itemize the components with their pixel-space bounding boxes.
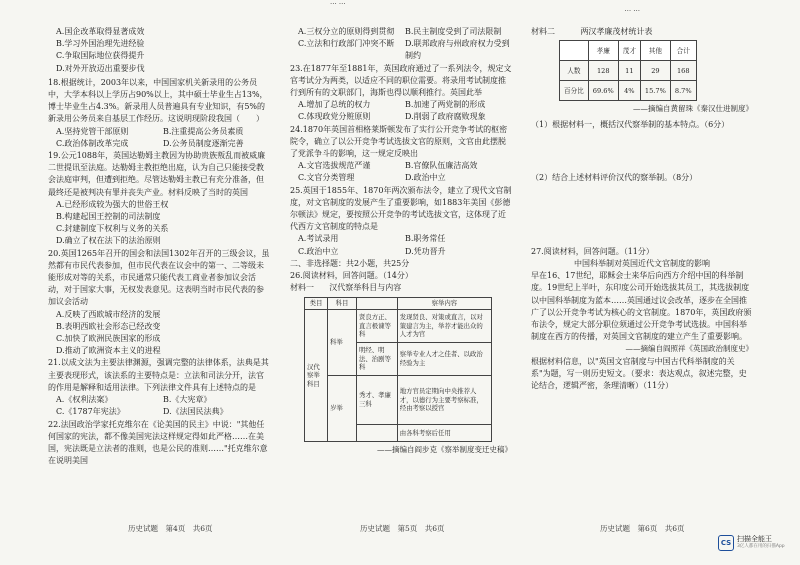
options-row: C.政治中立 D.凭功晋升 bbox=[298, 246, 446, 256]
table-cell: 69.6% bbox=[588, 81, 618, 101]
table-cell: 汉代察举科目 bbox=[305, 310, 328, 442]
table-cell: 15.7% bbox=[640, 81, 670, 101]
table-cell: 岁举 bbox=[328, 376, 357, 442]
question-20: 20.英国1265年召开的国会和法国1302年召开的三级会议，虽然都有市民代表参加，但市民代表在议会中的第一、二等级未能形成对等的关系，市民通常只能代表工商业者参加议会活动，对于国家大事，无权发表意见。这表明当时市民代表的参加议会活动 bbox=[48, 248, 270, 307]
table-cell bbox=[357, 425, 398, 442]
page-footer-6: 历史试题 第6页 共6页 bbox=[600, 524, 685, 533]
option-line: C.加快了欧洲民族国家的形成 bbox=[56, 334, 161, 344]
options-row: A.《权利法案》 B.《大宪章》 bbox=[56, 395, 212, 405]
scanner-logo-icon: CS bbox=[718, 535, 734, 551]
options-row: C.《1787年宪法》 D.《法国民法典》 bbox=[56, 407, 228, 417]
question-25: 25.英国于1855年、1870年两次颁布法令，建立了现代文官制度，对文官制度的发展产生了重要影响，如1883年美国《彭德尔顿法》规定，要按照公开竞争的考试选拔文官，这体现了近代西方文官制度的特点是 bbox=[290, 185, 512, 232]
top-margin-text-right: ··· ··· bbox=[624, 6, 640, 14]
table-cell: 秀才、孝廉三科 bbox=[357, 376, 398, 425]
table-header: 察举内容 bbox=[397, 298, 491, 310]
table-header: 孝廉 bbox=[588, 41, 618, 61]
material-1-table bbox=[304, 297, 492, 442]
table-header bbox=[357, 298, 398, 310]
options-row: A.坚持党管干部原则 B.注重提高公务员素质 bbox=[56, 126, 244, 136]
options-row: A.增加了总统的权力 B.加速了两党制的形成 bbox=[298, 100, 486, 110]
table-cell: 明经、明法、治剧等科 bbox=[357, 343, 398, 376]
options-row: C.体现政党分赃原则 D.削弱了政府腐败现象 bbox=[298, 112, 486, 122]
option-line: B.学习外国治理先进经验 bbox=[56, 39, 145, 49]
option-line: C.封建制度下权利与义务的关系 bbox=[56, 224, 169, 234]
table-cell: 发现贤良、对策或直言，以对策建言为主，举荐才能出众的人才为官 bbox=[397, 310, 491, 343]
scanner-tagline: 3亿人都在用的扫描App bbox=[737, 544, 785, 549]
table-header: 茂才 bbox=[618, 41, 640, 61]
table-header: 科目 bbox=[328, 298, 357, 310]
option-line: D.确立了权在法下的法治原则 bbox=[56, 236, 161, 246]
option-line: D.推动了欧洲资本主义的进程 bbox=[56, 346, 161, 356]
option-line: D.对外开放迈出重要步伐 bbox=[56, 63, 145, 73]
subquestion-1: （1）根据材料一，概括汉代察举制的基本特点。（6分） bbox=[531, 120, 730, 130]
column-page-6 bbox=[531, 26, 753, 392]
table-cell: 4% bbox=[618, 81, 640, 101]
page-footer-5: 历史试题 第5页 共6页 bbox=[360, 524, 445, 533]
top-margin-text-middle: ··· ··· bbox=[330, 0, 346, 8]
question-27: 27.阅读材料，回答问题。（11分） bbox=[531, 246, 654, 256]
table-header bbox=[560, 41, 589, 61]
question-19: 19.公元1088年，英国达勒姆主教因为协助贵族叛乱而被威廉二世提讯至法庭。达勒姆主教拒绝出庭，认为自己只能接受教会法庭审判，但遭到拒绝。尽管达勒姆主教已有充分准备，但最终还是被判决有罪并丧失产业。材料反映了当时的英国 bbox=[48, 151, 266, 197]
section-heading: 二、非选择题：共2小题，共25分 bbox=[290, 258, 410, 268]
material-heading: 中国科举制对英国近代文官制度的影响 bbox=[574, 259, 710, 269]
material-2-source: ——摘编自黄留珠《秦汉仕进制度》 bbox=[633, 104, 753, 114]
option-line: B.构建起国王控制的司法制度 bbox=[56, 212, 161, 222]
options-row: C.文官分类管理 D.政治中立 bbox=[298, 173, 446, 183]
table-header: 合计 bbox=[670, 41, 696, 61]
scanner-watermark bbox=[718, 532, 792, 554]
material-2-table bbox=[559, 40, 697, 101]
table-cell: 百分比 bbox=[560, 81, 589, 101]
table-cell: 8.7% bbox=[670, 81, 696, 101]
options-row: C.立法和行政部门冲突不断 D.联邦政府与州政府权力受到制约 bbox=[298, 39, 510, 61]
options-row: A.考试录用 B.职务常任 bbox=[298, 234, 446, 244]
question-27-task: 根据材料信息，以"英国文官制度与中国古代科举制度的关系"为题，写一则历史短文。（要求：表达观点，叙述完整，史论结合，逻辑严密，条理清晰）（11分） bbox=[531, 356, 747, 391]
table-cell: 贤良方正、直言极谏等科 bbox=[357, 310, 398, 343]
table-cell: 168 bbox=[670, 61, 696, 81]
question-23: 23.在1877年至1881年，英国政府通过了一系列法令，规定文官考试分为两类，以适应不同的职位需要。将录用考试制度推行到所有的文职部门，海斯也得以顺利推行。英国此举 bbox=[290, 63, 512, 98]
question-22: 22.法国政治学家托克维尔在《论美国的民主》中说："其他任何国家的宪法，都不像美国宪法这样规定得如此严格……在美国，宪法既是立法者的准则，也是公民的准则……"托克维尔意在说明美国 bbox=[48, 419, 268, 466]
table-cell: 科举 bbox=[328, 310, 357, 376]
question-26: 26.阅读材料，回答问题。（14分） bbox=[290, 271, 413, 281]
table-header: 其他 bbox=[640, 41, 670, 61]
question-21: 21.以成文法为主要法律渊源，强调完整的法律体系，法典是其主要表现形式，该法系的主要特点是：立法和司法分开，法官的作用是解释和适用法律。下列法律文件具有上述特点的是 bbox=[48, 358, 269, 392]
option-line: C.争取国际地位获得提升 bbox=[56, 51, 145, 61]
material-1-source: ——摘编自阎步克《察举制度变迁史稿》 bbox=[377, 445, 512, 455]
question-18: 18.根据统计，2003年以来，中国国家机关新录用的公务员中，大学本科以上学历占90%以上，其中硕士毕业生占13%，博士毕业生占4.3%。新录用人员普遍具有专业知识，有5%的新录用公务员来自基层工作经历。这说明现阶段我国（ ） bbox=[48, 77, 268, 124]
option-line: B.表明西欧社会形态已经改变 bbox=[56, 321, 161, 331]
scanner-name: 扫描全能王 bbox=[737, 535, 772, 543]
table-cell: 29 bbox=[640, 61, 670, 81]
table-cell: 地方官员定期向中央推荐人才，以德行为主要考察标准，经由考察以授官 bbox=[397, 376, 491, 425]
column-page-5 bbox=[290, 26, 512, 456]
table-cell: 128 bbox=[588, 61, 618, 81]
table-header: 类目 bbox=[305, 298, 328, 310]
material-1-title: 材料一 汉代察举科目与内容 bbox=[290, 283, 402, 293]
table-cell: 察举专业人才之佳者、以政治经验为主 bbox=[397, 343, 491, 376]
page-footer-4: 历史试题 第4页 共6页 bbox=[128, 524, 213, 533]
question-24: 24.1870年英国首相格莱斯顿发布了实行公开竞争考试的枢密院令，确立了以公开竞争考试选拔文官的原则，文官由此摆脱了党派争斗的影响，这一规定反映出 bbox=[290, 124, 508, 159]
options-row: A.三权分立的原则得到贯彻 B.民主制度受到了司法限制 bbox=[298, 27, 502, 36]
column-page-4 bbox=[48, 26, 270, 467]
table-cell: 由各科考察后任用 bbox=[397, 425, 491, 442]
material-paragraph: 早在16、17世纪，耶稣会士来华后向西方介绍中国的科举制度。19世纪上半叶，东印度公司开始选拔其员工，其选拔制度以中国科举制度为蓝本……英国通过议会改革，逐步在全国推广了以公开竞争考试为核心的文官制度。1870年，英国政府颁布法令，规定大部分职位须通过公开竞争考试选拔。中国科举制度在西方的传播，对英国文官制度的建立产生了重要影响。 bbox=[531, 271, 752, 342]
options-row: C.政治体制改革完成 D.公务员制度逐渐完善 bbox=[56, 138, 244, 148]
table-cell: 人数 bbox=[560, 61, 589, 81]
option-line: A.已经形成较为强大的世俗王权 bbox=[56, 199, 169, 209]
options-row: A.文官选拔规范严谨 B.官僚队伍廉洁高效 bbox=[298, 161, 478, 171]
material-source: ——摘编自阎照祥《英国政治制度史》 bbox=[625, 344, 753, 354]
material-2-title: 材料二 两汉孝廉茂材统计表 bbox=[531, 27, 653, 36]
table-cell: 11 bbox=[618, 61, 640, 81]
option-line: A.国企改革取得显著成效 bbox=[56, 27, 145, 36]
subquestion-2: （2）结合上述材料评价汉代的察举制。（8分） bbox=[531, 172, 698, 182]
option-line: A.反映了西欧城市经济的发展 bbox=[56, 309, 161, 319]
